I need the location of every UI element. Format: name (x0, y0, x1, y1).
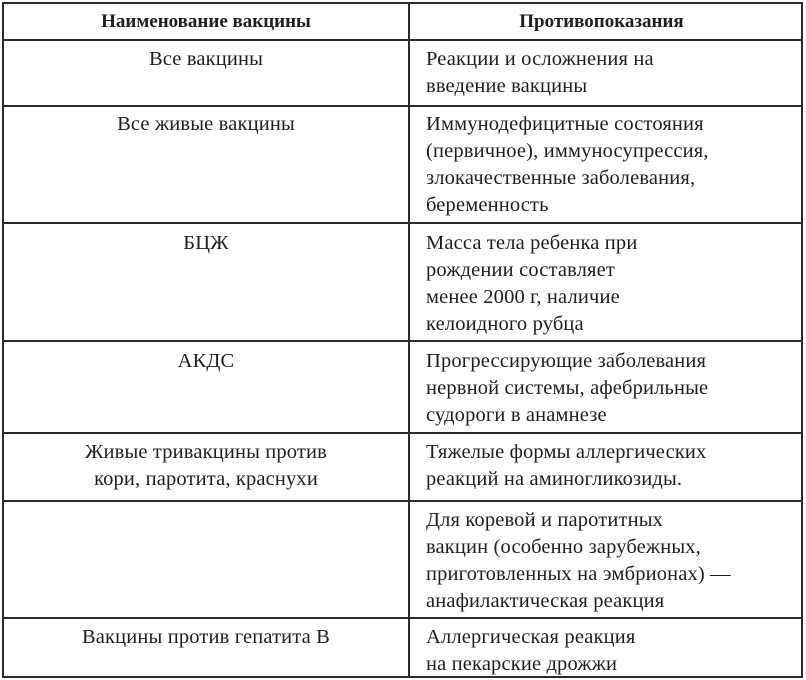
vaccine-cell: БЦЖ (183, 232, 229, 254)
contraindication-cell: Реакции и осложнения на введение вакцины (426, 48, 654, 97)
contraindication-cell: Масса тела ребенка при рождении составляет менее 2000 г, наличие келоидного рубца (426, 232, 638, 335)
vaccine-cell: Вакцины против гепатита В (81, 626, 331, 648)
contraindication-cell: Аллергическая реакция на пекарские дрожжи (426, 626, 636, 675)
header-vaccine-name: Наименование вакцины (101, 11, 311, 32)
row-divider (4, 432, 801, 434)
row-divider (4, 222, 801, 224)
row-divider (4, 617, 801, 619)
vaccine-cell: Все живые вакцины (117, 113, 295, 135)
row-divider (4, 105, 801, 107)
contraindication-cell: Прогрессирующие заболевания нервной системы, афебрильные судороги в анамнезе (426, 350, 709, 426)
header-contraindications: Противопоказания (519, 11, 684, 32)
vaccine-cell: АКДС (177, 350, 235, 372)
contraindication-cell: Иммунодефицитные состояния (первичное), иммуносупрессия, злокачественные заболевания, беременность (426, 113, 709, 216)
row-divider (4, 340, 801, 342)
contraindications-table (2, 2, 803, 678)
header-divider (4, 39, 801, 41)
contraindication-cell: Для коревой и паротитных вакцин (особенно зарубежных, приготовленных на эмбрионах) — анафилактическая реакция (426, 509, 731, 612)
contraindication-cell: Тяжелые формы аллергических реакций на аминогликозиды. (426, 441, 707, 490)
vaccine-cell: Все вакцины (148, 48, 264, 70)
row-divider (4, 500, 801, 502)
vaccine-cell: Живые тривакцины против кори, паротита, краснухи (85, 441, 327, 490)
